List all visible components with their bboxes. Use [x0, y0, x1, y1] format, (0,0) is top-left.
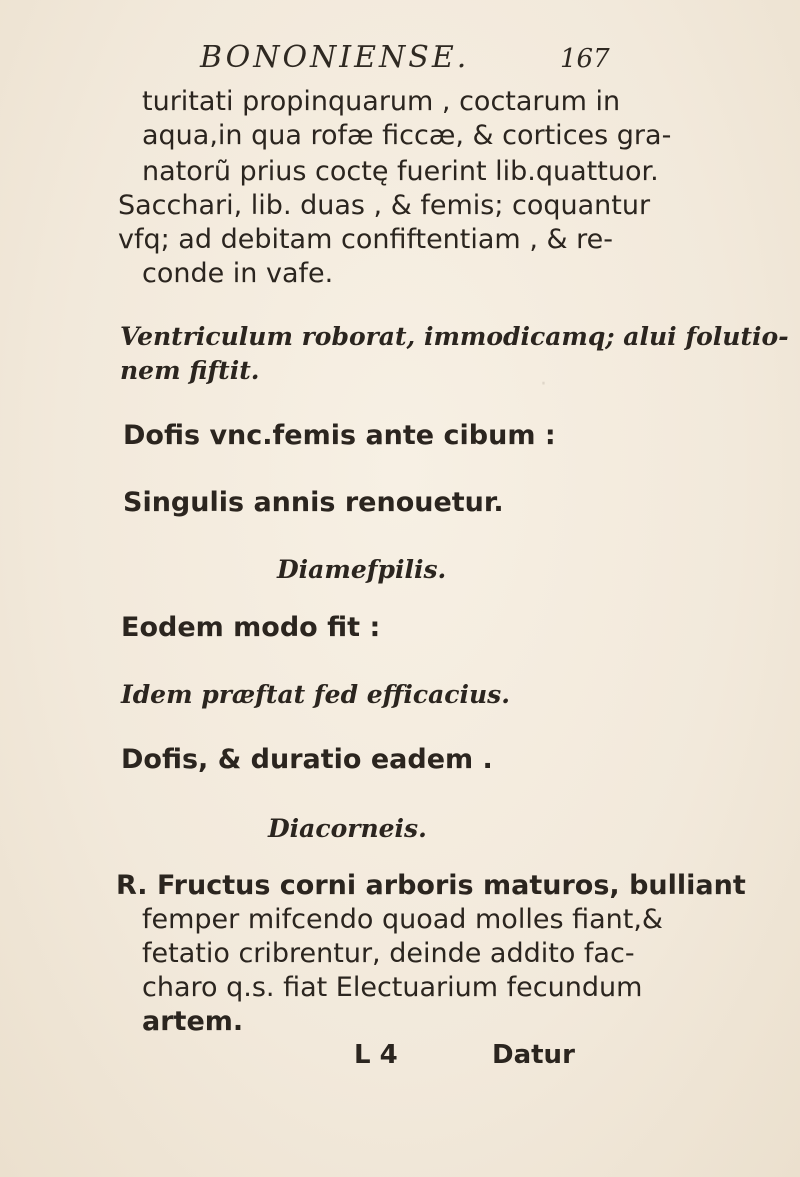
page-footer [0, 1040, 800, 1080]
text-line: artem. [142, 1006, 244, 1037]
page-header [0, 40, 800, 80]
heading-ventriculum: Ventriculum roborat, immodicamq; alui folutio- [120, 322, 789, 351]
text-line: Dofis, & duratio eadem . [121, 744, 493, 775]
heading-diacorneis: Diacorneis. [268, 814, 427, 843]
text-line: conde in vafe. [142, 258, 334, 289]
text-line: aqua,in qua rofæ ficcæ, & cortices gra- [142, 120, 672, 151]
text-line: natorũ prius coctę fuerint lib.quattuor. [142, 156, 659, 187]
recipe-line: R. Fructus corni arboris maturos, bulliant [116, 870, 746, 901]
text-line: charo q.s. fiat Electuarium fecundum [142, 972, 643, 1003]
text-line: Sacchari, lib. duas , & femis; coquantur [118, 190, 651, 221]
heading-idem: Idem præftat fed efficacius. [121, 680, 510, 709]
page-number: 167 [560, 44, 610, 74]
text-line: turitati propinquarum , coctarum in [142, 86, 621, 117]
text-line: femper mifcendo quoad molles fiant,& [142, 904, 663, 935]
running-head: BONONIENSE. [200, 40, 470, 75]
text-line: vfq; ad debitam confiftentiam , & re- [118, 224, 613, 255]
heading-diamespilis: Diamefpilis. [277, 555, 447, 584]
text-line: Eodem modo fit : [121, 612, 381, 643]
catchword: Datur [492, 1040, 575, 1070]
heading-ventriculum-cont: nem fiftit. [120, 356, 260, 385]
signature-mark: L 4 [354, 1040, 398, 1070]
text-line: Dofis vnc.femis ante cibum : [123, 420, 556, 451]
text-line: Singulis annis renouetur. [123, 487, 504, 518]
text-line: fetatio cribrentur, deinde addito fac- [142, 938, 635, 969]
show-through: · [540, 372, 547, 397]
